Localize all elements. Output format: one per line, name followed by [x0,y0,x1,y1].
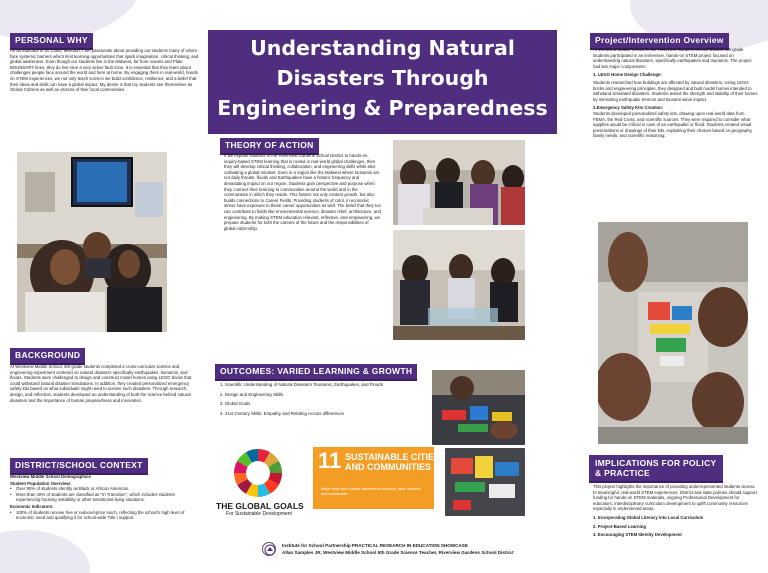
population-list [10,486,200,503]
photo-students-computer-lab [17,152,167,332]
global-goals-title: THE GLOBAL GOALS [216,501,304,511]
outcome-item: 4. 21st Century Skills: Empathy and Relating Across differences [220,410,344,416]
personal-why-text: As an educator in St. Louis, Missouri, I am passionate about providing our students many of whom face systemic barriers which limit learning opportunities that spark imagination, critical thinking, and global awareness. Even though our students live in the Midwest, far from oceans and Plate BOUNDARY lines, they do live near a very active fault zone. It is essential that they learn about challenges people face around the world and here at home. By engaging them in real-world, hands on STEM experiences, we not only teach science we build confidence, resilience, and a belief that their ideas and skills can have a global impact. My desire is that my students see themselves as Global Citizens as well as citizens of their local communities. [10,48,199,93]
outcome-item: 2. Design and Engineering Skills [220,391,284,397]
poster-title-line-1: Understanding Natural [250,36,515,60]
sdg-11-number: 11 [318,448,342,473]
implications-heading-line-1: IMPLICATIONS FOR POLICY [595,458,717,468]
district-context-heading: DISTRICT/SCHOOL CONTEXT [10,458,148,475]
poster-title-line-2: Disasters Through [276,66,489,90]
sdg-color-wheel-icon [232,447,284,499]
implications-item: 1. Incorporating Global Literacy into Local Curriculum [593,514,704,520]
list-item: • More than 40% of students are classified as "In Transition", which includes students experiencing housing instability or other transitional living situations. [10,492,200,503]
district-context-text [10,474,200,521]
personal-why-heading: PERSONAL WHY [10,33,93,50]
theory-of-action-heading: THEORY OF ACTION [220,138,319,155]
list-item: • 100% of students receive free or reduced-price lunch, reflecting the school's high level of economic need and qualifying it for school-wide Title I support. [10,510,200,521]
photo-lego-build-table [432,370,525,445]
implications-item: 3. Encouraging STEM Identity Development [593,532,682,538]
global-goals-subtitle: For Sustainable Development [226,511,292,517]
implications-text [593,484,758,538]
photo-students-lego-table [393,230,525,340]
photo-students-group-work [393,140,525,225]
implications-heading-line-2: & PRACTICE [595,468,650,478]
project-overview-heading: Project/Intervention Overview [590,33,729,50]
implications-item: 2. Project-Based Learning [593,523,647,529]
project-intro: At Westview Middle School in the Riverview Gardens School District, 6th-grade students participated in an immersive, hands-on STEM project focused on understanding natural disasters, specifically earthquakes and tsunamis. The project had two major components: [593,47,752,69]
university-seal-icon [262,542,276,556]
background-heading: BACKGROUND [10,348,85,365]
poster-title-line-3: Engineering & Preparedness [217,96,548,120]
sdg-11-tile [313,447,440,509]
population-label: Student Population Overview: [10,480,72,486]
outcomes-list [220,380,420,418]
footer-line-2: Allan Samples JR, Westview Middle School 6th Grade Science Teacher, Riverview Gardens School District [282,550,514,555]
list-item: • Over 90% of students identify as Black or African American. [10,486,200,492]
outcomes-heading: OUTCOMES: VARIED LEARNING & GROWTH [215,364,417,381]
implications-heading [589,455,723,483]
economic-label: Economic Indicators: [10,503,54,509]
demographics-label: Westview Middle School Demographics [10,474,91,479]
economic-list [10,510,200,521]
sdg-11-title-line-1: SUSTAINABLE CITIES [345,452,440,462]
background-text: At Westview Middle School, 6th-grade students completed a cross-curricular science and engineering experiment centered on natural disasters specifically earthquakes, tsunamis, and floods. Students were challenged to design and construct model homes using LEGO bricks that could withstand natural disaster simulations. In addition, they created personalized emergency safety kits based on what individuals might need to survive such disasters. Through research, design, and reflection, students developed an understanding of both the science behind natural disasters and the importance of human preparedness and innovation. [10,364,192,403]
project-component-2-text: Students developed personalized safety kits, drawing upon real-world data from FEMA, the Red Cross, and scientific sources. They were required to consider what supplies would be critical in case of an earthquake or flood. Students created visual presentations or drawings of their kits, explaining their choices based on geography, family needs, and scientific reasoning. [593,110,753,139]
photo-hands-building-lego [598,222,748,444]
project-component-1-text: Students researched how buildings are affected by natural disasters. Using LEGO bricks and engineering principles, they designed and built model homes intended to withstand simulated disasters. Students tested the strength and stability of their homes by mimicking earthquake tremors and tsunami wave impact. [593,79,758,102]
sdg-11-subtitle: Make cities and human settlements inclusive, safe, resilient and sustainable [321,487,421,496]
project-component-2-title: 2.Emergency Safety Kits Creation: [593,105,664,111]
project-overview-text [593,47,758,139]
outcome-item: 3. Global Goals [220,401,251,406]
project-component-1-title: 1. LEGO Home Design Challenge: [593,72,662,78]
footer-line-1: Institute for School Partnership PRACTICAL RESEARCH IN EDUCATION SHOWCASE [282,543,468,548]
poster-title-banner [208,30,557,134]
implications-body: This project highlights the importance of providing underrepresented students access to meaningful, real-world STEM experiences. District and state policies should support funding for hands-on STEM materials, ongoing Professional Development for educators, interdisciplinary curriculum development to uplift community resources especially in underserved areas. [593,484,757,512]
photo-lego-houses-closeup [445,448,525,516]
theory-of-action-text: If we expose students in the Riverview Gardens School District to hands-on, inquiry-based STEM learning that is rooted in real-world global challenges, then they will develop critical thinking, collaboration, and engineering skills while also cultivating a global mindset. Even in a region like the Midwest where tsunamis are not daily threats, floods and Earthquakes have a historic frequency and devastating impact on our region. Students gain perspective and purpose when they connect their learning to communities around the world and in the communities in which they reside. This fosters not only content growth, but also builds connections to Career Fields. Providing students of color, in economic stress have exposure to these career opportunities as well. The belief that they too can contribute to fields like environmental science, disaster relief, architecture, and engineering. By making STEM education relevant, reflective, and empowering, we prepare students for both the careers of the future and the responsibilities of global citizenship. [224,153,381,231]
sdg-11-title-line-2: AND COMMUNITIES [345,462,431,472]
outcome-item: 1. Scientific Understanding of Natural Disasters Tsunamis, Earthquakes, and Floods [220,382,383,387]
background-blob-bottom-left [0,530,90,573]
